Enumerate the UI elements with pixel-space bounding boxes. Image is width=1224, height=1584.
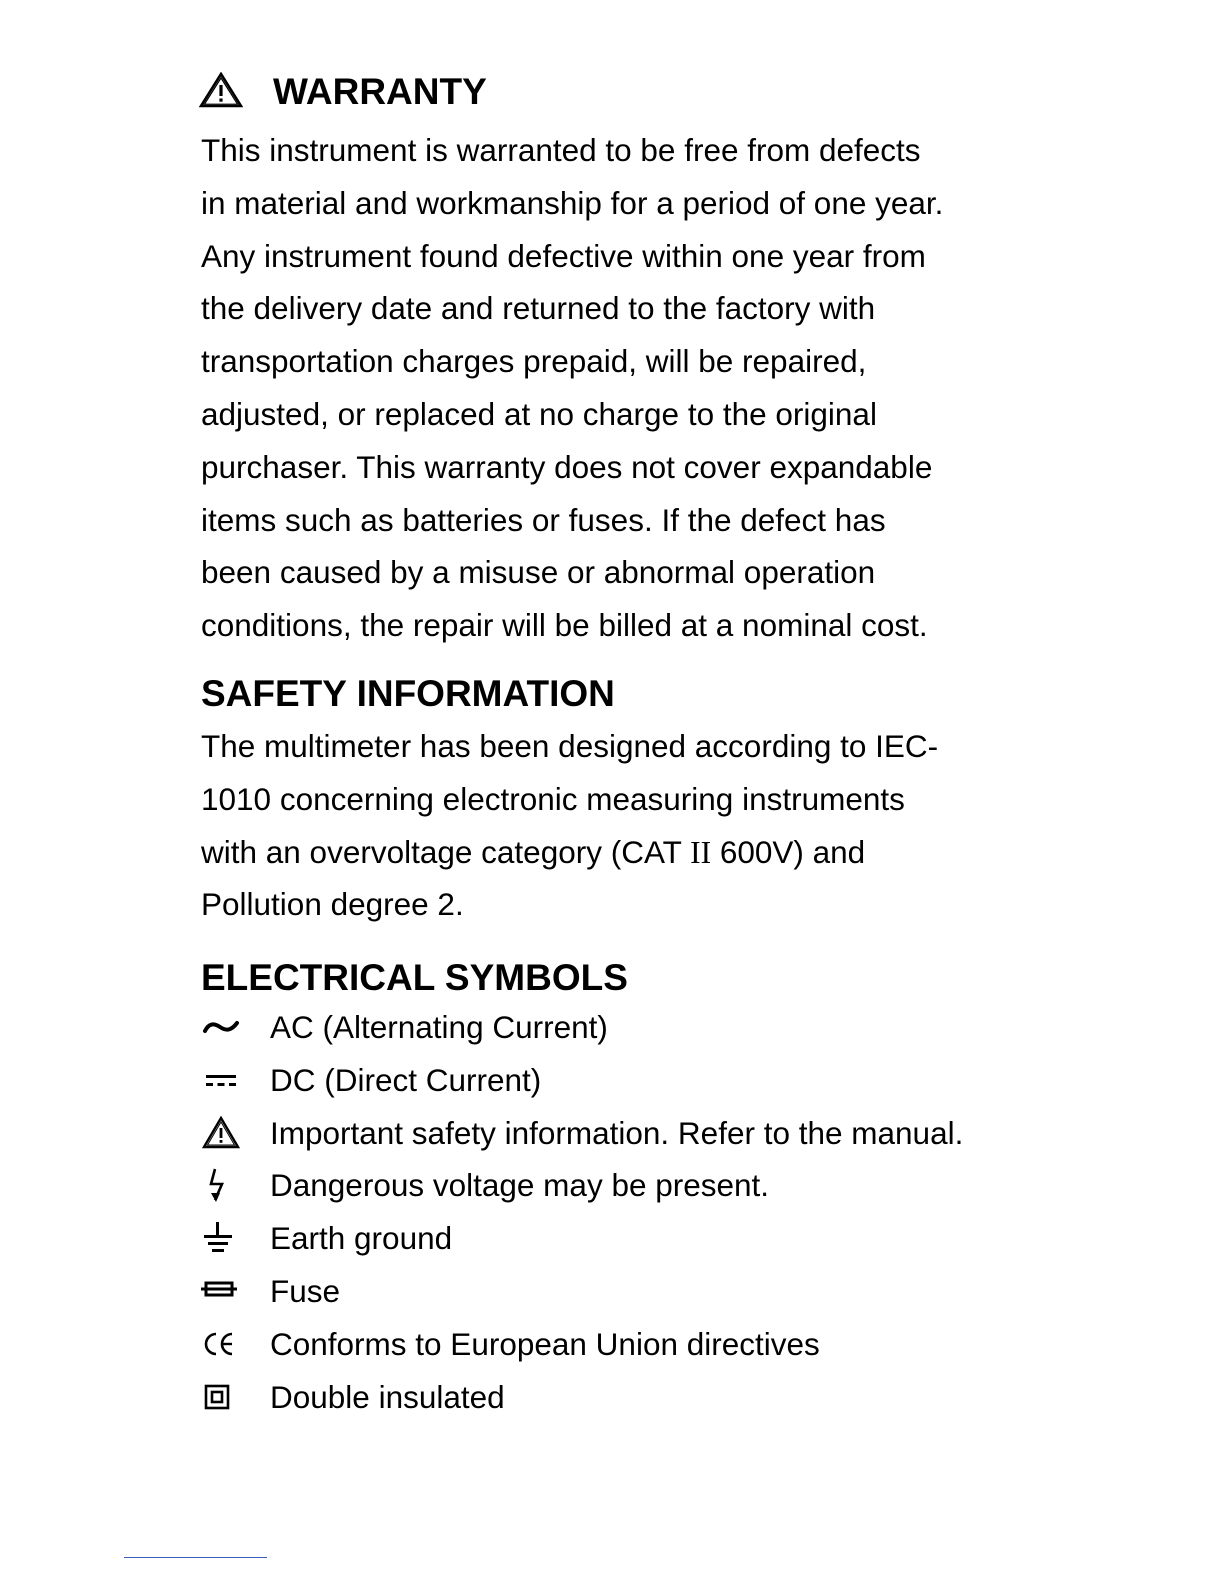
warranty-line: in material and workmanship for a period of one year.	[201, 184, 944, 221]
earth-ground-icon	[201, 1220, 241, 1256]
symbol-label: DC (Direct Current)	[270, 1061, 542, 1098]
warranty-line: conditions, the repair will be billed at a nominal cost.	[201, 607, 928, 644]
warranty-heading	[199, 72, 487, 112]
safety-line: 1010 concerning electronic measuring instruments	[201, 780, 905, 817]
safety-line-part: with an overvoltage category (CAT	[201, 833, 691, 870]
symbols-heading: ELECTRICAL SYMBOLS	[201, 957, 628, 998]
warranty-line: purchaser. This warranty does not cover expandable	[201, 448, 933, 485]
symbol-label: AC (Alternating Current)	[270, 1009, 608, 1045]
symbol-label: Double insulated	[270, 1378, 505, 1415]
ac-tilde-icon	[201, 1009, 241, 1045]
safety-line	[201, 826, 938, 879]
warranty-line: items such as batteries or fuses. If the defect has	[201, 501, 886, 538]
ce-mark-icon	[201, 1326, 241, 1362]
warranty-line: Any instrument found defective within one year from	[201, 237, 926, 274]
safety-line-part: 600V) and	[711, 833, 866, 870]
warranty-line: transportation charges prepaid, will be repaired,	[201, 343, 867, 380]
warranty-title: WARRANTY	[273, 71, 487, 112]
warranty-line: the delivery date and returned to the factory with	[201, 290, 876, 327]
safety-line: Pollution degree 2.	[201, 886, 464, 923]
safety-heading: SAFETY INFORMATION	[201, 673, 615, 714]
warranty-line: been caused by a misuse or abnormal operation	[201, 554, 876, 591]
dc-icon	[201, 1062, 241, 1098]
double-insulated-icon	[201, 1379, 241, 1415]
symbol-label: Fuse	[270, 1272, 341, 1309]
safety-line: The multimeter has been designed according to IEC-	[201, 728, 939, 764]
symbol-label: Dangerous voltage may be present.	[270, 1167, 770, 1204]
lightning-icon	[201, 1167, 241, 1203]
warranty-line: adjusted, or replaced at no charge to the original	[201, 395, 877, 432]
cat-roman-numeral: II	[690, 834, 712, 870]
safety-text	[201, 720, 938, 931]
symbol-label: Conforms to European Union directives	[270, 1325, 820, 1362]
warranty-text	[201, 124, 943, 652]
warning-triangle-icon	[201, 1115, 241, 1151]
warranty-line: This instrument is warranted to be free from defects	[201, 132, 921, 168]
symbol-label: Important safety information. Refer to the manual.	[270, 1114, 964, 1151]
footnote-divider	[124, 1557, 267, 1558]
symbol-label: Earth ground	[270, 1220, 453, 1257]
fuse-icon	[201, 1273, 241, 1309]
warning-triangle-icon	[199, 72, 243, 108]
